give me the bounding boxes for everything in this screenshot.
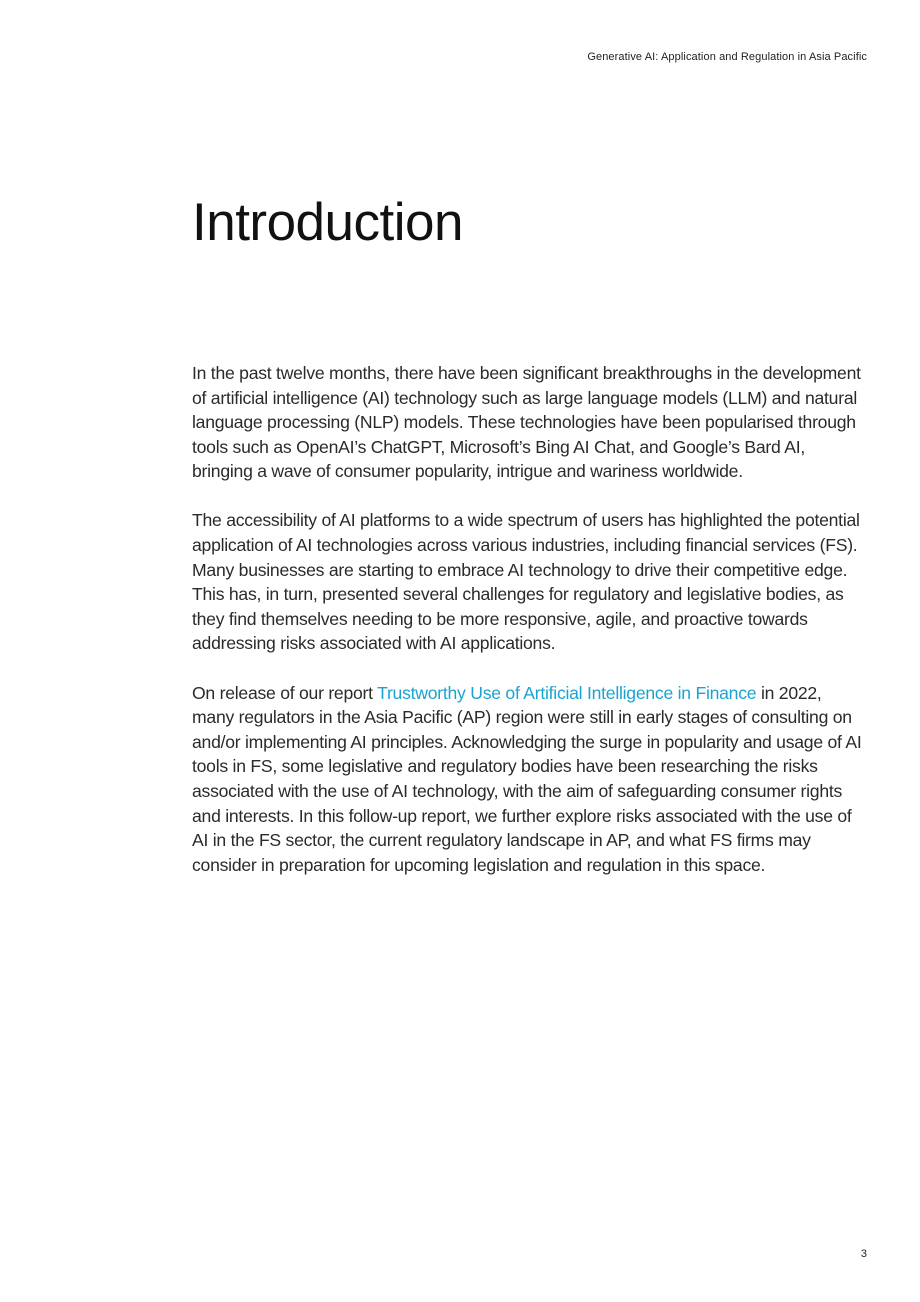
body-text xyxy=(192,361,868,902)
intro-paragraph-3 xyxy=(192,681,868,878)
page-number: 3 xyxy=(860,1248,867,1260)
report-link[interactable]: Trustworthy Use of Artificial Intelligence in Finance xyxy=(377,682,757,703)
running-header-title: Generative AI: Application and Regulation in Asia Pacific xyxy=(587,51,867,63)
paragraph-3-lead-text: On release of our report xyxy=(192,682,378,703)
intro-paragraph-2: The accessibility of AI platforms to a wide spectrum of users has highlighted the potential application of AI technologies across various industries, including financial services (FS). Many businesses are starting to embrace AI technology to drive their competitive edge. This has, in turn, presented several challenges for regulatory and legislative bodies, as they find themselves needing to be more responsive, agile, and proactive towards addressing risks associated with AI applications. xyxy=(192,510,860,654)
page-title: Introduction xyxy=(192,193,463,252)
intro-paragraph-1: In the past twelve months, there have been significant breakthroughs in the development of artificial intelligence (AI) technology such as large language models (LLM) and natural language processing (NLP) models. These technologies have been popularised through tools such as OpenAI’s ChatGPT, Microsoft’s Bing AI Chat, and Google’s Bard AI, bringing a wave of consumer popularity, intrigue and wariness worldwide. xyxy=(192,363,861,482)
paragraph-3-rest-text: in 2022, many regulators in the Asia Pacific (AP) region were still in early stages of consulting on and/or implementing AI principles. Acknowledging the surge in popularity and usage of AI tools in FS, some legislative and regulatory bodies have been researching the risks associated with the use of AI technology, with the aim of safeguarding consumer rights and interests. In this follow-up report, we further explore risks associated with the use of AI in the FS sector, the current regulatory landscape in AP, and what FS firms may consider in preparation for upcoming legislation and regulation in this space. xyxy=(192,682,862,875)
